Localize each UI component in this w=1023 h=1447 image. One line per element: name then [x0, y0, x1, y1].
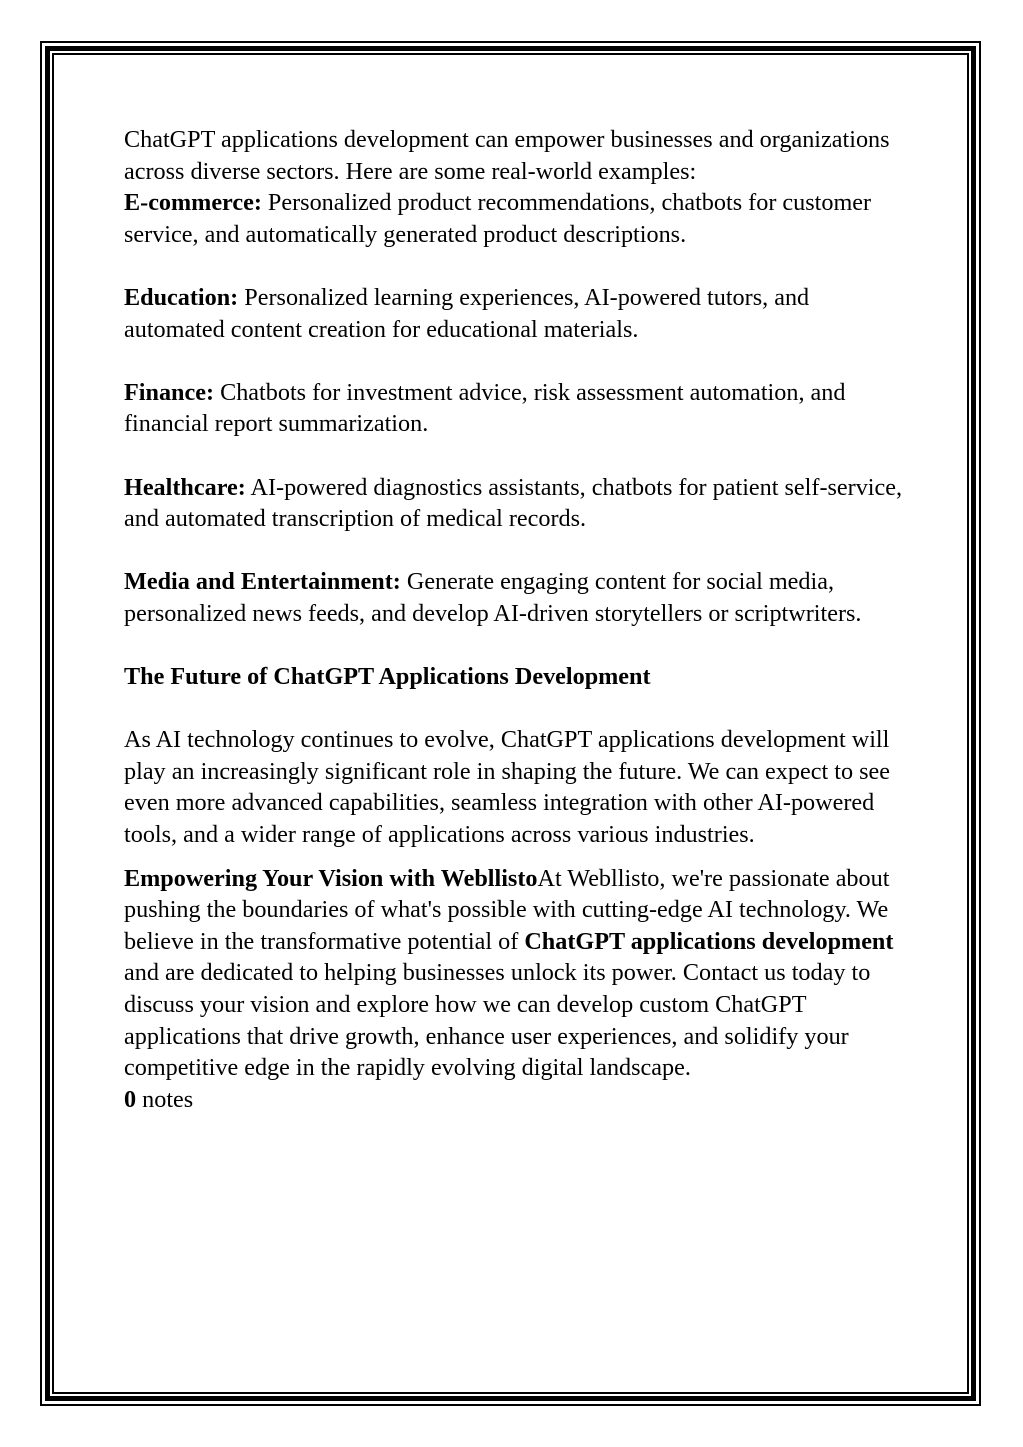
- sector-label: Healthcare:: [124, 473, 246, 501]
- notes-count: 0: [124, 1085, 137, 1113]
- sector-ecommerce: [124, 187, 914, 250]
- sector-finance: [124, 377, 914, 440]
- sector-label: Finance:: [124, 378, 215, 406]
- future-heading: The Future of ChatGPT Applications Development: [124, 663, 651, 691]
- sector-healthcare: [124, 472, 914, 535]
- sector-label: E-commerce:: [124, 189, 262, 217]
- notes-label: notes: [136, 1085, 194, 1113]
- sector-text: AI-powered diagnostics assistants, chatbots for patient self-service, and automated transcription of medical records.: [124, 473, 903, 533]
- closing-text-2: and are dedicated to helping businesses unlock its power. Contact us today to discuss your vision and explore how we can develop custom ChatGPT applications that drive growth, enhance user experiences, and solidify your competitive edge in the rapidly evolving digital landscape.: [124, 959, 871, 1082]
- document-body: [124, 124, 914, 1115]
- closing-heading: Empowering Your Vision with Webllisto: [124, 864, 538, 892]
- closing-paragraph: [124, 863, 914, 1084]
- sector-text: Generate engaging content for social media, personalized news feeds, and develop AI-driven storytellers or scriptwriters.: [124, 568, 862, 627]
- intro-paragraph: ChatGPT applications development can empower businesses and organizations across diverse sectors. Here are some real-world examples:: [124, 126, 890, 185]
- sector-text: Chatbots for investment advice, risk assessment automation, and financial report summarization.: [124, 378, 846, 438]
- sector-label: Media and Entertainment:: [124, 568, 401, 596]
- closing-text-1: At Webllisto, we're passionate about pushing the boundaries of what's possible with cutting-edge AI technology. We believe in the transformative potential of: [124, 864, 890, 955]
- sector-education: [124, 282, 914, 345]
- sector-label: Education:: [124, 283, 239, 311]
- sector-text: Personalized learning experiences, AI-powered tutors, and automated content creation for educational materials.: [124, 283, 810, 343]
- chatgpt-development-link[interactable]: ChatGPT applications development: [524, 927, 894, 955]
- future-paragraph: As AI technology continues to evolve, ChatGPT applications development will play an increasingly significant role in shaping the future. We can expect to see even more advanced capabilities, seamless integration with other AI-powered tools, and a wider range of applications across various industries.: [124, 726, 890, 849]
- notes-counter[interactable]: [124, 1084, 914, 1116]
- sector-text: Personalized product recommendations, chatbots for customer service, and automatically generated product descriptions.: [124, 189, 872, 248]
- sector-media: [124, 566, 914, 629]
